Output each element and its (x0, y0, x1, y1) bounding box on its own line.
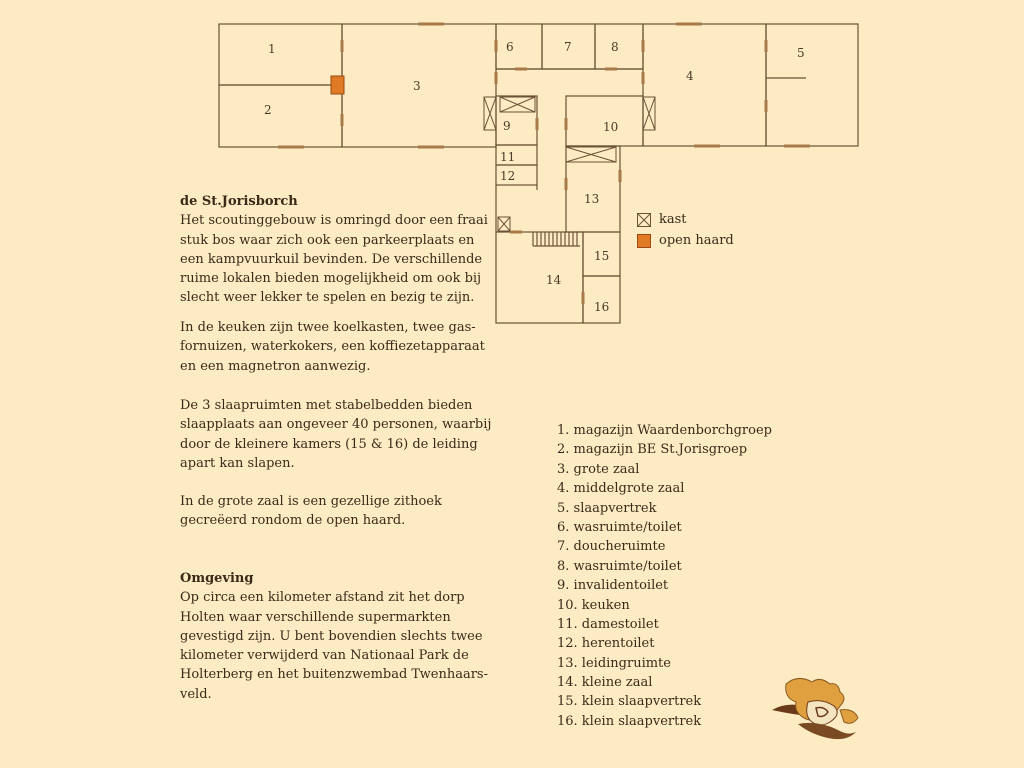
room-number: 4 (686, 69, 694, 83)
legend-open-haard (637, 230, 734, 251)
room-number: 6 (506, 40, 514, 54)
room-6 (496, 24, 542, 69)
staircase (533, 232, 580, 246)
text-line: ruime lokalen bieden mogelijkheid om ook bij (180, 271, 482, 287)
text-line: gevestigd zijn. U bent bovendien slechts twee (180, 628, 483, 644)
list-item: 2. magazijn BE St.Jorisgroep (557, 442, 748, 458)
kast-icon (484, 97, 496, 130)
room-number: 8 (611, 40, 619, 54)
intro-section (180, 192, 500, 308)
room-number: 1 (268, 42, 276, 56)
room-number: 5 (797, 46, 805, 60)
list-item: 11. damestoilet (557, 616, 659, 632)
list-item: 10. keuken (557, 597, 630, 613)
list-item: 8. wasruimte/toilet (557, 558, 682, 574)
text-line: Holterberg en het buitenzwembad Twenhaars- (180, 667, 488, 683)
room-number: 9 (503, 119, 511, 133)
list-item: 7. doucheruimte (557, 539, 666, 555)
text-line: veld. (180, 686, 212, 702)
kast-icon (566, 147, 616, 162)
sleep-paragraph (180, 396, 500, 473)
open-haard-icon (637, 234, 651, 248)
list-item: 3. grote zaal (557, 461, 640, 477)
room-number: 15 (594, 249, 610, 263)
room-number: 3 (413, 79, 421, 93)
room-5 (766, 24, 858, 146)
room-number: 14 (546, 273, 562, 287)
text-line: Op circa een kilometer afstand zit het dorp (180, 590, 465, 606)
floor-plan (0, 0, 1024, 340)
list-item: 5. slaapvertrek (557, 500, 657, 516)
room-number: 12 (500, 169, 516, 183)
list-item: 13. leidingruimte (557, 655, 671, 671)
room-13 (566, 146, 620, 232)
scouting-logo (768, 672, 862, 742)
room-1 (219, 24, 342, 85)
text-line: slaapplaats aan ongeveer 40 personen, waarbij (180, 417, 492, 433)
room-4 (643, 24, 766, 146)
section-title: Omgeving (180, 571, 254, 586)
kast-icon (500, 97, 535, 112)
legend-kast (637, 209, 734, 230)
room-list (557, 421, 772, 731)
zaal-paragraph (180, 492, 500, 531)
room-number: 10 (603, 120, 619, 134)
kitchen-paragraph (180, 318, 500, 376)
omgeving-section (180, 569, 500, 704)
room-8 (595, 24, 643, 69)
text-line: apart kan slapen. (180, 455, 295, 471)
text-line: Het scoutinggebouw is omringd door een fraai (180, 213, 488, 229)
text-line: De 3 slaapruimten met stabelbedden bieden (180, 398, 473, 413)
text-line: stuk bos waar zich ook een parkeerplaats en (180, 232, 475, 248)
text-line: fornuizen, waterkokers, een koffiezetapparaat (180, 339, 485, 355)
text-line: Holten waar verschillende supermarkten (180, 609, 451, 625)
kast-icon (643, 97, 655, 130)
text-line: In de keuken zijn twee koelkasten, twee gas- (180, 320, 476, 335)
list-item: 1. magazijn Waardenborchgroep (557, 423, 772, 438)
list-item: 4. middelgrote zaal (557, 481, 685, 497)
list-item: 6. wasruimte/toilet (557, 519, 682, 535)
list-item: 9. invalidentoilet (557, 578, 669, 594)
list-item: 12. herentoilet (557, 636, 655, 652)
list-item: 14. kleine zaal (557, 675, 653, 691)
legend-kast-label: kast (659, 212, 687, 227)
list-item: 15. klein slaapvertrek (557, 694, 702, 710)
text-line: kilometer verwijderd van Nationaal Park de (180, 648, 469, 664)
text-line: en een magnetron aanwezig. (180, 358, 371, 374)
text-line: door de kleinere kamers (15 & 16) de leiding (180, 436, 478, 452)
room-number: 11 (500, 150, 516, 164)
room-number: 7 (564, 40, 572, 54)
open-haard-icon (331, 76, 344, 94)
list-item: 16. klein slaapvertrek (557, 713, 702, 729)
legend-open-haard-label: open haard (659, 233, 734, 248)
section-title: de St.Jorisborch (180, 194, 298, 209)
text-line: een kampvuurkuil bevinden. De verschillende (180, 251, 483, 267)
text-line: slecht weer lekker te spelen en bezig te zijn. (180, 290, 475, 306)
room-number: 13 (584, 192, 600, 206)
text-line: gecreëerd rondom de open haard. (180, 513, 406, 529)
room-2 (219, 85, 342, 147)
kast-icon (637, 213, 651, 227)
room-number: 2 (264, 103, 272, 117)
legend (637, 209, 734, 251)
room-number: 16 (594, 300, 610, 314)
text-line: In de grote zaal is een gezellige zithoek (180, 494, 442, 509)
